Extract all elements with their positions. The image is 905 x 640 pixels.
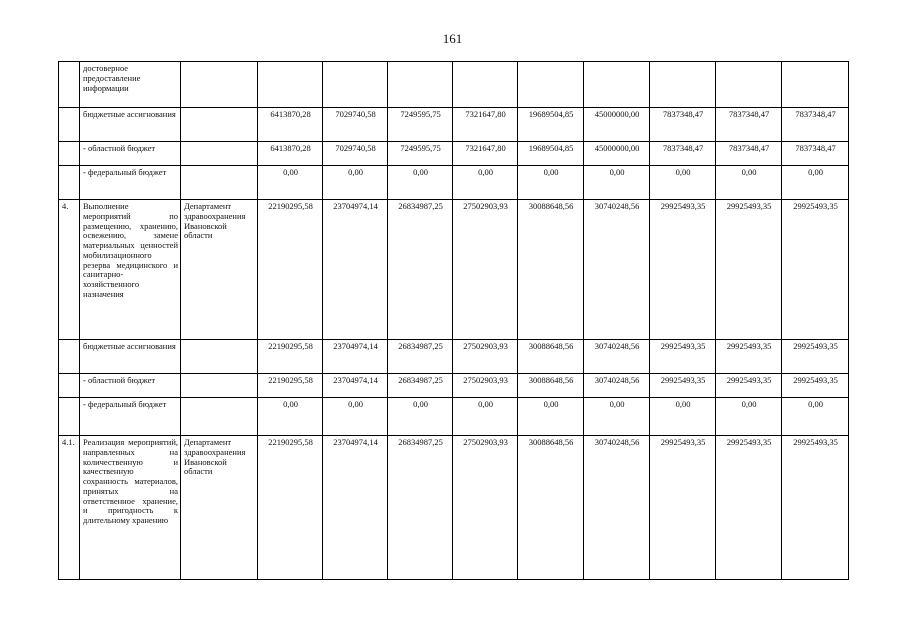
responsible-cell: Департамент здравоохранения Ивановской области — [181, 436, 258, 580]
amount-cell: 26834987,25 — [388, 374, 453, 398]
amount-cell: 29925493,35 — [782, 200, 849, 340]
amount-cell: 22190295,58 — [258, 200, 323, 340]
amount-cell: 22190295,58 — [258, 340, 323, 374]
amount-cell: 0,00 — [388, 398, 453, 436]
amount-cell: 0,00 — [782, 166, 849, 200]
amount-cell: 26834987,25 — [388, 200, 453, 340]
amount-cell: 23704974,14 — [323, 200, 388, 340]
amount-cell: 19689504,85 — [518, 142, 584, 166]
amount-cell — [584, 62, 650, 108]
amount-cell: 0,00 — [650, 166, 716, 200]
responsible-cell — [181, 166, 258, 200]
amount-cell: 23704974,14 — [323, 436, 388, 580]
amount-cell: 27502903,93 — [453, 200, 518, 340]
amount-cell: 29925493,35 — [716, 340, 782, 374]
amount-cell: 7249595,75 — [388, 142, 453, 166]
row-index-cell — [59, 340, 80, 374]
amount-cell: 0,00 — [323, 166, 388, 200]
responsible-cell — [181, 374, 258, 398]
amount-cell: 30740248,56 — [584, 436, 650, 580]
amount-cell: 0,00 — [258, 166, 323, 200]
responsible-cell — [181, 142, 258, 166]
row-index-cell — [59, 398, 80, 436]
amount-cell: 7837348,47 — [650, 108, 716, 142]
amount-cell: 0,00 — [650, 398, 716, 436]
amount-cell: 27502903,93 — [453, 374, 518, 398]
activity-name-cell: - федеральный бюджет — [80, 166, 181, 200]
amount-cell: 30088648,56 — [518, 340, 584, 374]
amount-cell: 0,00 — [453, 398, 518, 436]
budget-table — [58, 61, 849, 580]
amount-cell: 7321647,80 — [453, 142, 518, 166]
amount-cell — [258, 62, 323, 108]
amount-cell: 0,00 — [323, 398, 388, 436]
activity-name-cell: Выполнение мероприятий по размещению, хранению, освежению, замене материальных ценностей мобилизационного резерва медицинского и санитарно-хозяйственного назначения — [80, 200, 181, 340]
amount-cell — [323, 62, 388, 108]
amount-cell: 0,00 — [388, 166, 453, 200]
amount-cell: 29925493,35 — [782, 340, 849, 374]
amount-cell: 27502903,93 — [453, 340, 518, 374]
activity-name-cell: бюджетные ассигнования — [80, 108, 181, 142]
amount-cell: 29925493,35 — [782, 436, 849, 580]
page-number: 161 — [442, 31, 463, 46]
amount-cell: 0,00 — [716, 166, 782, 200]
amount-cell: 29925493,35 — [716, 436, 782, 580]
amount-cell: 7249595,75 — [388, 108, 453, 142]
responsible-cell — [181, 108, 258, 142]
amount-cell: 23704974,14 — [323, 374, 388, 398]
amount-cell: 0,00 — [453, 166, 518, 200]
row-index-cell — [59, 108, 80, 142]
amount-cell: 7321647,80 — [453, 108, 518, 142]
amount-cell: 0,00 — [716, 398, 782, 436]
responsible-cell — [181, 62, 258, 108]
amount-cell: 26834987,25 — [388, 340, 453, 374]
amount-cell: 30088648,56 — [518, 374, 584, 398]
amount-cell: 7029740,58 — [323, 108, 388, 142]
amount-cell: 30740248,56 — [584, 340, 650, 374]
table-row — [59, 200, 849, 340]
amount-cell: 30740248,56 — [584, 200, 650, 340]
table-row — [59, 142, 849, 166]
amount-cell: 22190295,58 — [258, 436, 323, 580]
amount-cell: 26834987,25 — [388, 436, 453, 580]
activity-name-cell: - областной бюджет — [80, 142, 181, 166]
amount-cell: 0,00 — [584, 398, 650, 436]
amount-cell: 6413870,28 — [258, 142, 323, 166]
row-index-cell — [59, 62, 80, 108]
amount-cell: 0,00 — [584, 166, 650, 200]
amount-cell: 29925493,35 — [650, 374, 716, 398]
amount-cell: 7837348,47 — [716, 108, 782, 142]
amount-cell: 45000000,00 — [584, 142, 650, 166]
activity-name-cell: бюджетные ассигнования — [80, 340, 181, 374]
amount-cell: 29925493,35 — [650, 436, 716, 580]
amount-cell: 7837348,47 — [782, 142, 849, 166]
amount-cell: 29925493,35 — [650, 200, 716, 340]
activity-name-cell: - областной бюджет — [80, 374, 181, 398]
amount-cell: 22190295,58 — [258, 374, 323, 398]
amount-cell: 30088648,56 — [518, 436, 584, 580]
activity-name-cell: - федеральный бюджет — [80, 398, 181, 436]
amount-cell — [453, 62, 518, 108]
amount-cell — [518, 62, 584, 108]
amount-cell — [782, 62, 849, 108]
table-row — [59, 398, 849, 436]
amount-cell: 7837348,47 — [650, 142, 716, 166]
activity-name-cell: Реализация мероприятий, направленных на количественную и качественную сохранность материалов, принятых на ответственное хранение, и пригодность к длительному хранению — [80, 436, 181, 580]
amount-cell: 0,00 — [518, 398, 584, 436]
responsible-cell — [181, 340, 258, 374]
amount-cell: 7837348,47 — [716, 142, 782, 166]
table-row — [59, 436, 849, 580]
amount-cell: 30088648,56 — [518, 200, 584, 340]
amount-cell: 7837348,47 — [782, 108, 849, 142]
amount-cell: 29925493,35 — [716, 200, 782, 340]
amount-cell: 29925493,35 — [716, 374, 782, 398]
amount-cell: 7029740,58 — [323, 142, 388, 166]
amount-cell: 19689504,85 — [518, 108, 584, 142]
amount-cell — [716, 62, 782, 108]
row-index-cell: 4.1. — [59, 436, 80, 580]
amount-cell: 0,00 — [782, 398, 849, 436]
amount-cell: 0,00 — [518, 166, 584, 200]
table-row — [59, 374, 849, 398]
activity-name-cell: достоверное предоставление информации — [80, 62, 181, 108]
row-index-cell — [59, 166, 80, 200]
table-row — [59, 340, 849, 374]
table-row — [59, 108, 849, 142]
amount-cell: 6413870,28 — [258, 108, 323, 142]
responsible-cell — [181, 398, 258, 436]
responsible-cell: Департамент здравоохранения Ивановской области — [181, 200, 258, 340]
amount-cell: 45000000,00 — [584, 108, 650, 142]
amount-cell: 0,00 — [258, 398, 323, 436]
table-row — [59, 62, 849, 108]
amount-cell: 29925493,35 — [650, 340, 716, 374]
amount-cell: 23704974,14 — [323, 340, 388, 374]
table-row — [59, 166, 849, 200]
row-index-cell: 4. — [59, 200, 80, 340]
amount-cell: 27502903,93 — [453, 436, 518, 580]
row-index-cell — [59, 142, 80, 166]
amount-cell: 30740248,56 — [584, 374, 650, 398]
amount-cell: 29925493,35 — [782, 374, 849, 398]
amount-cell — [388, 62, 453, 108]
amount-cell — [650, 62, 716, 108]
row-index-cell — [59, 374, 80, 398]
